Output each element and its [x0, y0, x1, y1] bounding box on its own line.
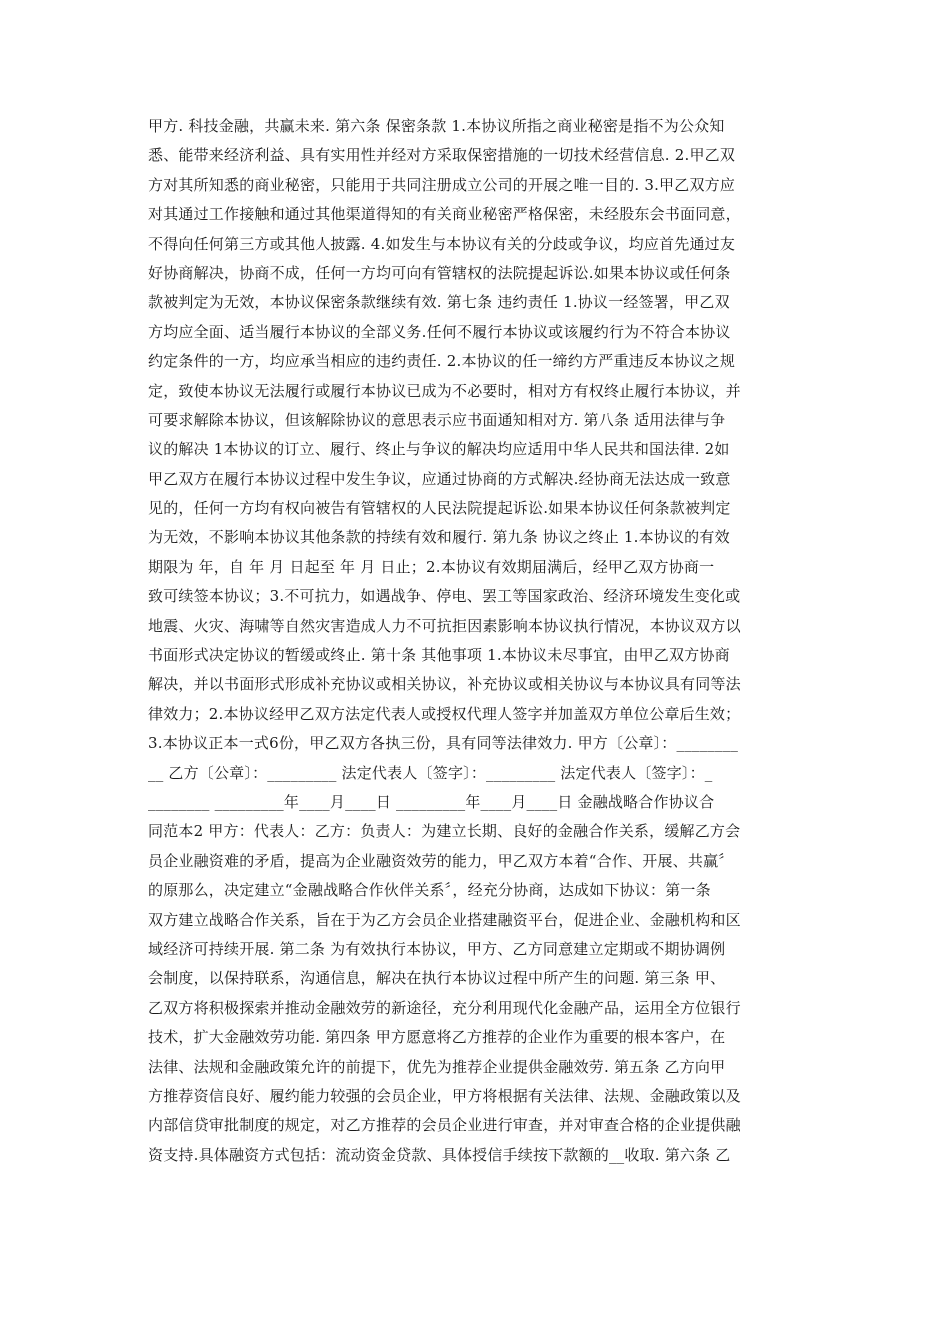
text-line: 律效力；2.本协议经甲乙双方法定代表人或授权代理人签字并加盖双方单位公章后生效； [148, 704, 741, 723]
text-line: 甲方. 科技金融，共赢未来. 第六条 保密条款 1.本协议所指之商业秘密是指不为公众知 [148, 117, 725, 135]
text-line: 定，致使本协议无法履行或履行本协议已成为不必要时，相对方有权终止履行本协议，并 [148, 381, 741, 400]
text-line: 为无效，不影响本协议其他条款的持续有效和履行. 第九条 协议之终止 1.本协议的有效 [148, 528, 730, 547]
text-line: 技术，扩大金融效劳功能. 第四条 甲方愿意将乙方推荐的企业作为重要的根本客户，在 [148, 1028, 726, 1047]
text-line: 内部信贷审批制度的规定，对乙方推荐的会员企业进行审查，并对审查合格的企业提供融 [148, 1116, 741, 1135]
text-line: 议的解决 1本协议的订立、履行、终止与争议的解决均应适用中华人民共和国法律. 2如 [148, 440, 730, 459]
text-line: 的原那么，决定建立“金融战略合作伙伴关系〞，经充分协商，达成如下协议：第一条 [148, 881, 711, 900]
text-line: 资支持.具体融资方式包括：流动资金贷款、具体授信手续按下款额的__收取. 第六条 乙 [148, 1145, 731, 1164]
text-line: 好协商解决，协商不成，任何一方均可向有管辖权的法院提起诉讼.如果本协议或任何条 [148, 263, 731, 282]
text-line: 方均应全面、适当履行本协议的全部义务.任何不履行本协议或该履约行为不符合本协议 [148, 322, 731, 341]
text-line: 约定条件的一方，均应承当相应的违约责任. 2.本协议的任一缔约方严重违反本协议之规 [148, 352, 736, 371]
text-line: 同范本2 甲方：代表人：乙方：负责人：为建立长期、良好的金融合作关系，缓解乙方会 [148, 822, 741, 841]
text-line: 致可续签本协议；3.不可抗力，如遇战争、停电、罢工等国家政治、经济环境发生变化或 [148, 587, 741, 606]
text-line: 期限为 年，自 年 月 日起至 年 月 日止；2.本协议有效期届满后，经甲乙双方协商一 [148, 557, 715, 576]
text-line: 书面形式决定协议的暂缓或终止. 第十条 其他事项 1.本协议未尽事宜，由甲乙双方协商 [148, 646, 730, 665]
text-line: 双方建立战略合作关系，旨在于为乙方会员企业搭建融资平台，促进企业、金融机构和区 [148, 910, 741, 929]
text-line: 乙双方将积极探索并推动金融效劳的新途径，充分利用现代化金融产品，运用全方位银行 [148, 998, 741, 1017]
text-line: 法律、法规和金融政策允许的前提下，优先为推荐企业提供金融效劳. 第五条 乙方向甲 [148, 1057, 726, 1076]
text-line: 方对其所知悉的商业秘密，只能用于共同注册成立公司的开展之唯一目的. 3.甲乙双方应 [148, 175, 736, 194]
text-line: 甲乙双方在履行本协议过程中发生争议，应通过协商的方式解决.经协商无法达成一致意 [148, 469, 731, 488]
text-line: __ 乙方〔公章〕：_________ 法定代表人〔签字〕：_________ 法定代表人〔签字〕：_ [148, 763, 713, 782]
body-text [148, 112, 800, 1170]
text-line: 员企业融资难的矛盾，提高为企业融资效劳的能力，甲乙双方本着“合作、开展、共赢〞 [148, 851, 734, 870]
text-line: 地震、火灾、海啸等自然灾害造成人力不可抗拒因素影响本协议执行情况，本协议双方以 [148, 616, 741, 635]
text-line: 方推荐资信良好、履约能力较强的会员企业，甲方将根据有关法律、法规、金融政策以及 [148, 1086, 741, 1105]
text-line: 对其通过工作接触和通过其他渠道得知的有关商业秘密严格保密，未经股东会书面同意， [148, 205, 741, 224]
text-line: 不得向任何第三方或其他人披露. 4.如发生与本协议有关的分歧或争议，均应首先通过友 [148, 234, 736, 253]
text-line: 3.本协议正本一式6份，甲乙双方各执三份，具有同等法律效力. 甲方〔公章〕：________ [148, 734, 739, 753]
text-line: ________ _________年____月____日 _________年____月____日 金融战略合作协议合 [148, 792, 715, 811]
text-line: 域经济可持续开展. 第二条 为有效执行本协议，甲方、乙方同意建立定期或不期协调例 [148, 939, 726, 958]
text-line: 款被判定为无效，本协议保密条款继续有效. 第七条 违约责任 1.协议一经签署，甲乙双 [148, 293, 730, 312]
text-line: 可要求解除本协议，但该解除协议的意思表示应书面通知相对方. 第八条 适用法律与争 [148, 410, 726, 429]
text-line: 悉、能带来经济利益、具有实用性并经对方采取保密措施的一切技术经营信息. 2.甲乙双 [148, 146, 736, 165]
text-line: 会制度，以保持联系，沟通信息，解决在执行本协议过程中所产生的问题. 第三条 甲、 [148, 969, 726, 988]
text-line: 见的，任何一方均有权向被告有管辖权的人民法院提起诉讼.如果本协议任何条款被判定 [148, 499, 731, 518]
text-line: 解决，并以书面形式形成补充协议或相关协议，补充协议或相关协议与本协议具有同等法 [148, 675, 741, 694]
